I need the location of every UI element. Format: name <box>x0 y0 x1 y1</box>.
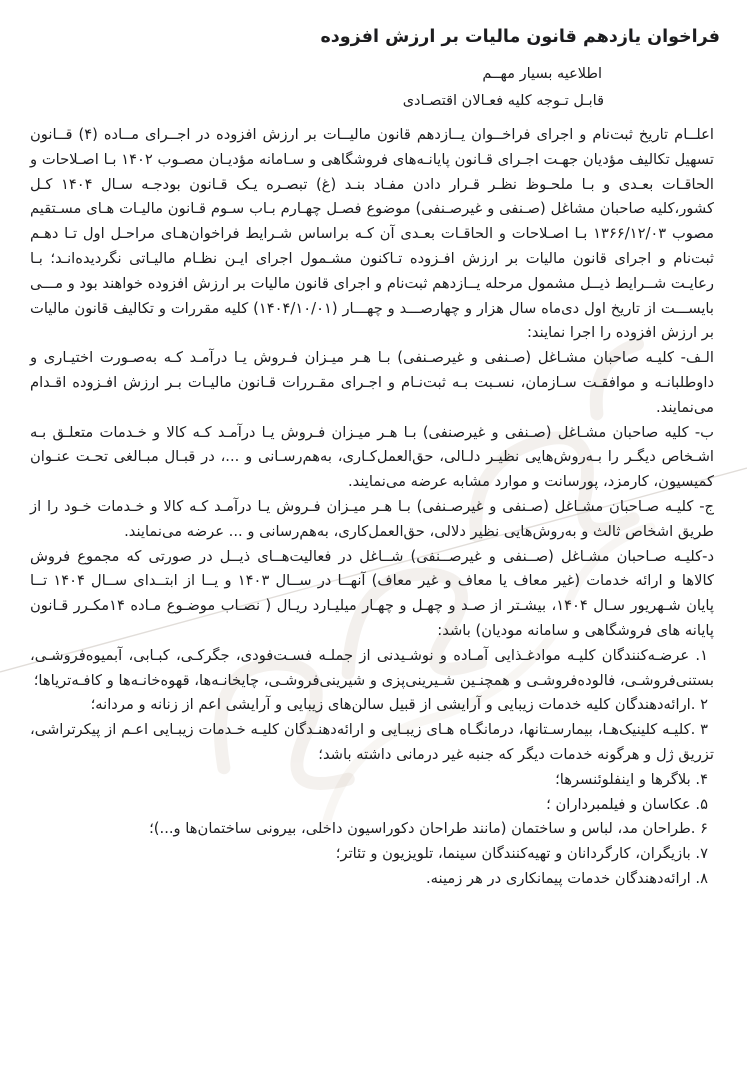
list-item-6: ۶ .طراحان مد، لباس و ساختمان (مانند طراحان دکوراسیون داخلی، بیرونی ساختمان‌ها و...)؛ <box>149 820 708 838</box>
list-item-4: ۴. بلاگرها و اینفلوئنسرها؛ <box>555 770 708 788</box>
intro-paragraph: اعلــام تاریخ ثبت‌نام و اجرای فراخــوان یــازدهم قانون مالیــات بر ارزش افزوده در اجــرای مــاده (۴) قــانون تسهیل تکالیف مؤدیان جهـت اجـرای قـانون پایانـه‌های فروشگاهی و سـامانه مؤدیـان مصـوب ۱۴۰۲ بـا اصـلاحات و الحاقـات بعـدی و بـا ملحـوظ نظـر قـرار دادن مفـاد بنـد (غ) تبصـره یـک قـانون بودجـه سـال ۱۴۰۴ کـل کشور،کلیه صاحبان مشاغل (صـنفی و غیرصـنفی) موضوع فصـل چهـارم بـاب سـوم قـانون مالیـات هـای مسـتقیم مصوب ۱۳۶۶/۱۲/۰۳ بـا اصـلاحات و الحاقـات بعـدی آن کـه براساس شـرایط فراخوان‌هـای مراحـل اول تـا دهـم ثبت‌نام و اجرای قانون مالیات بر ارزش افـزوده تـاکنون مشـمول اجرای ایـن نظـام مالیـاتی نگردیده‌انـد؛ بـا رعایـت شــرایط ذیــل مشمول مرحله یــازدهم ثبت‌نام و اجرای قانون مالیات بر ارزش افزوده خواهند بود و مـــی بایســـت از تاریخ اول دی‌ماه سال هزار و چهارصـــد و چهـــار (۱۴۰۴/۱۰/۰۱) کلیه مقررات و تکالیف قانون مالیات بر ارزش افزوده را اجرا نمایند: <box>30 126 715 342</box>
section-be-paragraph: ب- کلیه صاحبان مشـاغل (صـنفی و غیرصنفی) بـا هـر میـزان فـروش یـا درآمـد کـه کالا و خـدمات متعلـق بـه اشـخاص دیگـر را بـه‌روش‌هایی نظیـر دلـالی، حق‌العمل‌کـاری، به‌هم‌رسـانی و ...، در قبـال مبـالغی تحـت عنـوان کمیسیون، کارمزد، پورسانت و موارد مشابه عرضه می‌نمایند. <box>30 423 714 491</box>
list-item-5: ۵. عکاسان و فیلمبرداران ؛ <box>546 795 708 813</box>
section-jim-paragraph: ج- کلیـه صـاحبان مشـاغل (صـنفی و غیرصـنفی) بـا هـر میـزان فـروش یـا درآمـد کـه کالا و خـدمات خـود را از طریق اشخاص ثالث و به‌روش‌هایی نظیر دلالی، حق‌العمل‌کاری، به‌هم‌رسانی و ... عرضه می‌نمایند. <box>30 497 714 540</box>
list-item-1: ۱. عرضـه‌کنندگان کلیـه موادغـذایی آمـاده و نوشـیدنی از جملـه فسـت‌فودی، جگرکـی، کبـابی، آبمیوه‌فروشـی، بستنی‌فروشـی، فالوده‌فروشـی و همچنـین شـیرینی‌پزی و شیرینی‌فروشـی، چایخانـه‌ها، قهوه‌خانـه‌ها و کافـه‌تریاها؛ <box>30 646 714 689</box>
section-alef-paragraph: الـف- کلیـه صاحبان مشـاغل (صـنفی و غیرصـنفی) بـا هـر میـزان فـروش یـا درآمـد کـه به‌صـورت اختیـاری و داوطلبانـه و موافقـت سـازمان، نسـبت بـه ثبت‌نـام و اجـرای مقـررات قـانون مالیـات بـر ارزش افـزوده اقـدام می‌نمایند. <box>30 349 714 416</box>
list-item-7: ۷. بازیگران، کارگردانان و تهیه‌کنندگان سینما، تلویزیون و تئاتر؛ <box>335 845 708 863</box>
list-item-3: ۳ .کلیـه کلینیک‌هـا، بیمارسـتانها، درمانگـاه هـای زیبـایی و ارائه‌دهنـدگان کلیـه خـدمات زیبـایی اعـم از پیکرتراشی، تزریق ژل و هرگونه خدمات دیگر که جنبه غیر درمانی داشته باشد؛ <box>30 721 714 763</box>
attention-subtitle: قابـل تـوجه کلیه فعـالان اقتصـادی <box>402 93 604 109</box>
list-item-8: ۸. ارائه‌دهندگان خدمات پیمانکاری در هر زمینه. <box>425 869 708 887</box>
page-title: فراخوان یازدهم قانون مالیات بر ارزش افزوده <box>320 27 720 47</box>
section-dal-paragraph: د-کلیـه صـاحبان مشـاغل (صــنفی و غیرصــنفی) شــاغل در فعالیت‌هــای ذیــل در صورتی که مجموع فروش کالاها و ارائه خدمات (غیر معاف یا معاف و غیر معاف) آنهــا در ســال ۱۴۰۳ و یــا از ابتــدای ســال ۱۴۰۴ تــا پایان شـهریور سـال ۱۴۰۴، بیشـتر از صـد و چهـل و چهـار میلیـارد ریـال ( نصـاب موضـوع مـاده ۱۴مکـرر قـانون پایانه های فروشگاهی و سامانه مودیان) باشد: <box>30 547 714 639</box>
list-item-2: ۲ .ارائه‌دهندگان کلیه خدمات زیبایی و آرایشی از قبیل سالن‌های زیبایی و آرایشی اعم از زنانه و مردانه؛ <box>90 696 708 714</box>
notice-subtitle: اطلاعیه بسیار مهــم <box>482 66 602 82</box>
